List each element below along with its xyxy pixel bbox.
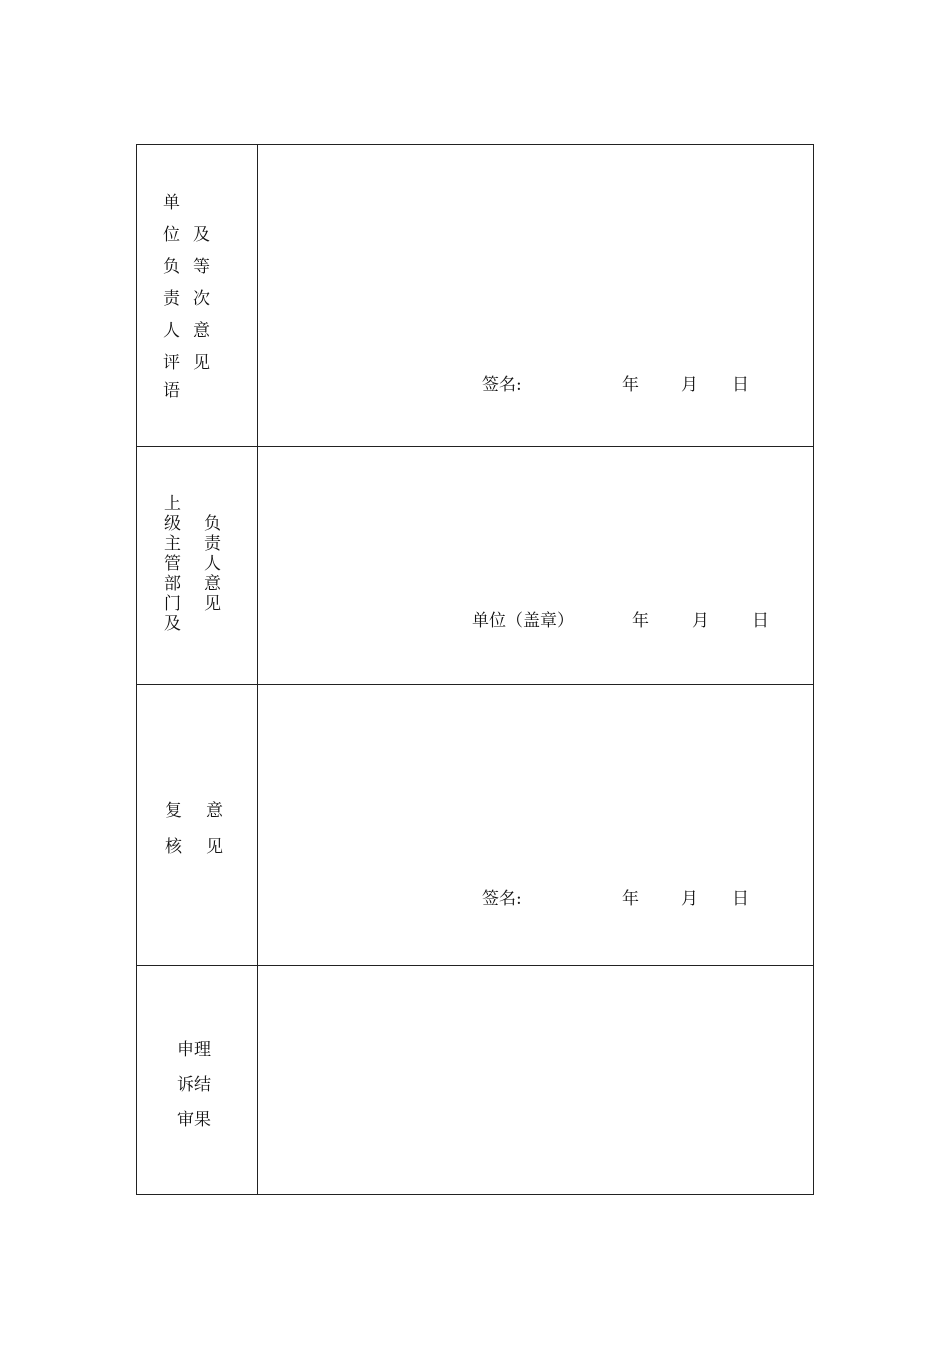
appraisal-form-table: [136, 144, 814, 1195]
day-label: 日: [732, 375, 749, 395]
label-char: 见: [206, 837, 223, 857]
row-divider-3: [137, 965, 813, 966]
signature-label: 签名:: [482, 889, 522, 909]
unit-seal-label: 单位（盖章）: [472, 611, 574, 631]
month-label: 月: [681, 889, 698, 909]
month-label: 月: [692, 611, 709, 631]
label-char: 主: [164, 534, 181, 554]
label-char: 级: [164, 514, 181, 534]
label-line: 诉结: [177, 1075, 211, 1095]
label-char: 见: [204, 594, 221, 614]
day-label: 日: [752, 611, 769, 631]
label-char: 负: [204, 514, 221, 534]
row-divider-1: [137, 446, 813, 447]
label-char: 及: [193, 225, 210, 245]
label-char: 语: [163, 381, 180, 401]
year-label: 年: [622, 375, 639, 395]
label-char: 管: [164, 554, 181, 574]
day-label: 日: [732, 889, 749, 909]
label-char: 负: [163, 257, 180, 277]
label-char: 等: [193, 257, 210, 277]
label-char: 责: [204, 534, 221, 554]
column-divider: [257, 145, 258, 1194]
label-line: 申理: [177, 1040, 211, 1060]
row-divider-2: [137, 684, 813, 685]
label-char: 人: [204, 554, 221, 574]
label-char: 人: [163, 321, 180, 341]
label-char: 位: [163, 225, 180, 245]
month-label: 月: [681, 375, 698, 395]
label-char: 及: [164, 614, 181, 634]
label-char: 核: [165, 837, 182, 857]
year-label: 年: [632, 611, 649, 631]
label-char: 意: [204, 574, 221, 594]
label-char: 单: [163, 193, 180, 213]
label-char: 上: [164, 494, 181, 514]
year-label: 年: [622, 889, 639, 909]
label-char: 责: [163, 289, 180, 309]
label-char: 意: [206, 801, 223, 821]
label-char: 见: [193, 353, 210, 373]
label-char: 次: [193, 289, 210, 309]
label-char: 门: [164, 594, 181, 614]
label-char: 复: [165, 801, 182, 821]
label-line: 审果: [177, 1110, 211, 1130]
label-char: 评: [163, 353, 180, 373]
label-char: 意: [193, 321, 210, 341]
label-char: 部: [164, 574, 181, 594]
signature-label: 签名:: [482, 375, 522, 395]
